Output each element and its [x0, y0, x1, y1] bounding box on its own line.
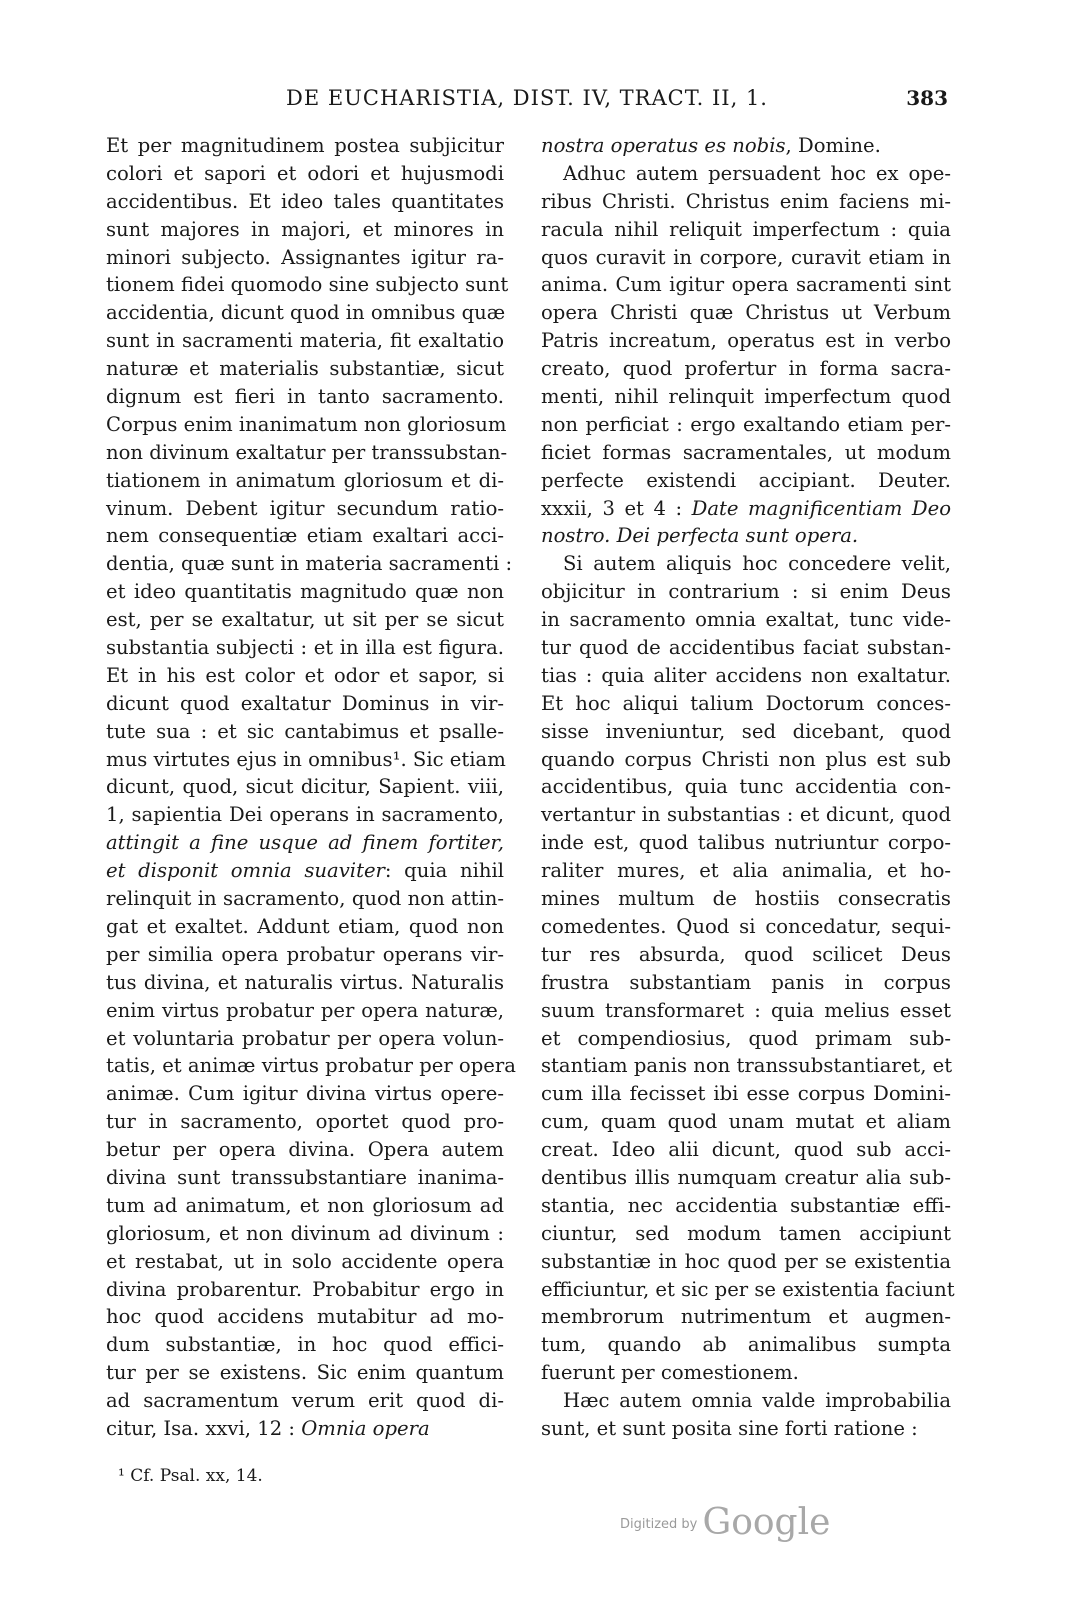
text-line: tur res absurda, quod scilicet Deus: [541, 942, 951, 966]
text-line: et ideo quantitatis magnitudo quæ non: [106, 580, 504, 604]
right-column: [541, 132, 955, 1443]
google-logo: Google: [702, 1502, 831, 1543]
text-line: minori subjecto. Assignantes igitur ra-: [106, 245, 504, 269]
digitized-by-label: Digitized by: [620, 1517, 698, 1532]
text-line: tiationem in animatum gloriosum et di-: [106, 468, 504, 492]
text-line: naturæ et materialis substantiæ, sicut: [106, 357, 504, 381]
text-line: non perficiat : ergo exaltando etiam per-: [541, 412, 951, 436]
text-line: vinum. Debent igitur secundum ratio-: [106, 496, 504, 520]
text-line: dicunt quod exaltatur Dominus in vir-: [106, 691, 504, 715]
text-line: per similia opera probatur operans vir-: [106, 942, 504, 966]
text-line: nostro. Dei perfecta sunt opera.: [541, 524, 859, 548]
text-line: vertantur in substantias : et dicunt, quod: [541, 803, 951, 827]
running-header: [106, 86, 948, 120]
text-line: xxxii, 3 et 4 : Date magnificentiam Deo: [541, 496, 951, 520]
header-title: DE EUCHARISTIA, DIST. IV, TRACT. II, 1.: [286, 86, 768, 110]
text-line: Patris increatum, operatus est in verbo: [541, 329, 951, 353]
text-line: Et in his est color et odor et sapor, si: [106, 663, 504, 687]
text-line: tute sua : et sic cantabimus et psalle-: [106, 719, 504, 743]
text-line: citur, Isa. xxvi, 12 : Omnia opera: [106, 1416, 430, 1440]
text-line: dicunt, quod, sicut dicitur, Sapient. viii,: [106, 775, 504, 799]
text-line: relinquit in sacramento, quod non attin-: [106, 887, 504, 911]
text-line: attingit a fine usque ad finem fortiter,: [106, 831, 504, 855]
text-line: colori et sapori et odori et hujusmodi: [106, 161, 504, 185]
text-line: sunt majores in majori, et minores in: [106, 217, 504, 241]
text-line: betur per opera divina. Opera autem: [106, 1138, 504, 1162]
text-line: fuerunt per comestionem.: [541, 1361, 799, 1385]
text-line: ad sacramentum verum erit quod di-: [106, 1389, 504, 1413]
text-line: tias : quia aliter accidens non exaltatur.: [541, 663, 951, 687]
text-line: accidentibus, quia tunc accidentia con-: [541, 775, 951, 799]
text-line: et disponit omnia suaviter: quia nihil: [106, 859, 504, 883]
text-line: est, per se exaltatur, ut sit per se sicut: [106, 608, 504, 632]
left-column: [106, 132, 516, 1443]
text-line: Si autem aliquis hoc concedere velit,: [563, 552, 951, 576]
text-line: quos curavit in corpore, curavit etiam in: [541, 245, 951, 269]
text-line: anima. Cum igitur opera sacramenti sint: [541, 273, 951, 297]
text-line: membrorum nutrimentum et augmen-: [541, 1305, 951, 1329]
text-line: nem consequentiæ etiam exaltari acci-: [106, 524, 504, 548]
text-line: in sacramento omnia exaltat, tunc vide-: [541, 608, 951, 632]
text-line: tatis, et animæ virtus probatur per opera: [106, 1054, 516, 1078]
text-line: Hæc autem omnia valde improbabilia: [563, 1389, 951, 1413]
text-line: divina probarentur. Probabitur ergo in: [106, 1277, 504, 1301]
text-line: comedentes. Quod si concedatur, sequi-: [541, 914, 951, 938]
text-line: dignum est fieri in tanto sacramento.: [106, 385, 504, 409]
text-line: cum illa fecisset ibi esse corpus Domini-: [541, 1082, 951, 1106]
text-line: mus virtutes ejus in omnibus¹. Sic etiam: [106, 747, 506, 771]
text-line: creato, quod profertur in forma sacra-: [541, 357, 951, 381]
text-line: stantia, nec accidentia substantiæ effi-: [541, 1193, 951, 1217]
text-line: tum ad animatum, et non gloriosum ad: [106, 1193, 504, 1217]
text-line: ribus Christi. Christus enim faciens mi-: [541, 189, 951, 213]
text-line: gloriosum, et non divinum ad divinum :: [106, 1221, 504, 1245]
text-line: mines multum de hostiis consecratis: [541, 887, 951, 911]
text-line: Corpus enim inanimatum non gloriosum: [106, 412, 507, 436]
text-line: ficiet formas sacramentales, ut modum: [541, 440, 951, 464]
text-line: et voluntaria probatur per opera volun-: [106, 1026, 504, 1050]
text-line: suum transformaret : quia melius esset: [541, 998, 951, 1022]
text-line: sisse inveniuntur, sed dicebant, quod: [541, 719, 951, 743]
text-line: dentibus illis numquam creatur alia sub-: [541, 1165, 951, 1189]
text-line: divina sunt transsubstantiare inanima-: [106, 1165, 504, 1189]
text-line: tus divina, et naturalis virtus. Naturalis: [106, 970, 504, 994]
text-line: nostra operatus es nobis, Domine.: [541, 134, 881, 157]
text-line: accidentia, dicunt quod in omnibus quæ: [106, 301, 506, 325]
text-line: creat. Ideo alii dicunt, quod sub acci-: [541, 1138, 951, 1162]
text-line: tionem fidei quomodo sine subjecto sunt: [106, 273, 509, 297]
text-line: accidentibus. Et ideo tales quantitates: [106, 189, 504, 213]
digitized-by-google-watermark: [620, 1502, 830, 1543]
text-line: efficiuntur, et sic per se existentia faciunt: [541, 1277, 955, 1301]
text-line: substantia subjecti : et in illa est figura.: [106, 636, 504, 660]
text-line: racula nihil reliquit imperfectum : quia: [541, 217, 951, 241]
text-line: sunt, et sunt posita sine forti ratione :: [541, 1416, 918, 1440]
text-line: stantiam panis non transsubstantiaret, et: [541, 1054, 953, 1078]
text-line: tur quod de accidentibus faciat substan-: [541, 636, 951, 660]
text-line: non divinum exaltatur per transsubstan-: [106, 440, 508, 464]
text-line: menti, nihil relinquit imperfectum quod: [541, 385, 951, 409]
text-line: dum substantiæ, in hoc quod effici-: [106, 1333, 504, 1357]
text-line: substantiæ in hoc quod per se existentia: [541, 1249, 951, 1273]
footnote: ¹ Cf. Psal. xx, 14.: [118, 1466, 263, 1486]
text-line: opera Christi quæ Christus ut Verbum: [541, 301, 951, 325]
text-line: Et per magnitudinem postea subjicitur: [106, 134, 504, 157]
text-line: inde est, quod talibus nutriuntur corpo-: [541, 831, 951, 855]
text-line: Et hoc aliqui talium Doctorum conces-: [541, 691, 951, 715]
text-line: frustra substantiam panis in corpus: [541, 970, 951, 994]
text-line: animæ. Cum igitur divina virtus opere-: [106, 1082, 504, 1106]
text-line: raliter mures, et alia animalia, et ho-: [541, 859, 951, 883]
text-line: et compendiosius, quod primam sub-: [541, 1026, 951, 1050]
text-line: et restabat, ut in solo accidente opera: [106, 1249, 504, 1273]
text-line: ciuntur, sed modum tamen accipiunt: [541, 1221, 951, 1245]
text-line: enim virtus probatur per opera naturæ,: [106, 998, 504, 1022]
text-line: sunt in sacramenti materia, fit exaltatio: [106, 329, 504, 353]
text-line: 1, sapientia Dei operans in sacramento,: [106, 803, 504, 827]
text-line: objicitur in contrarium : si enim Deus: [541, 580, 951, 604]
text-line: quando corpus Christi non plus est sub: [541, 747, 951, 771]
text-line: cum, quam quod unam mutat et aliam: [541, 1110, 951, 1134]
text-line: perfecte existendi accipiant. Deuter.: [541, 468, 951, 492]
text-line: tum, quando ab animalibus sumpta: [541, 1333, 951, 1357]
text-line: tur per se existens. Sic enim quantum: [106, 1361, 504, 1385]
page-number: 383: [906, 86, 948, 110]
text-line: Adhuc autem persuadent hoc ex ope-: [563, 161, 951, 185]
text-line: dentia, quæ sunt in materia sacramenti :: [106, 552, 513, 576]
text-line: hoc quod accidens mutabitur ad mo-: [106, 1305, 504, 1329]
text-line: gat et exaltet. Addunt etiam, quod non: [106, 914, 504, 938]
text-line: tur in sacramento, oportet quod pro-: [106, 1110, 504, 1134]
